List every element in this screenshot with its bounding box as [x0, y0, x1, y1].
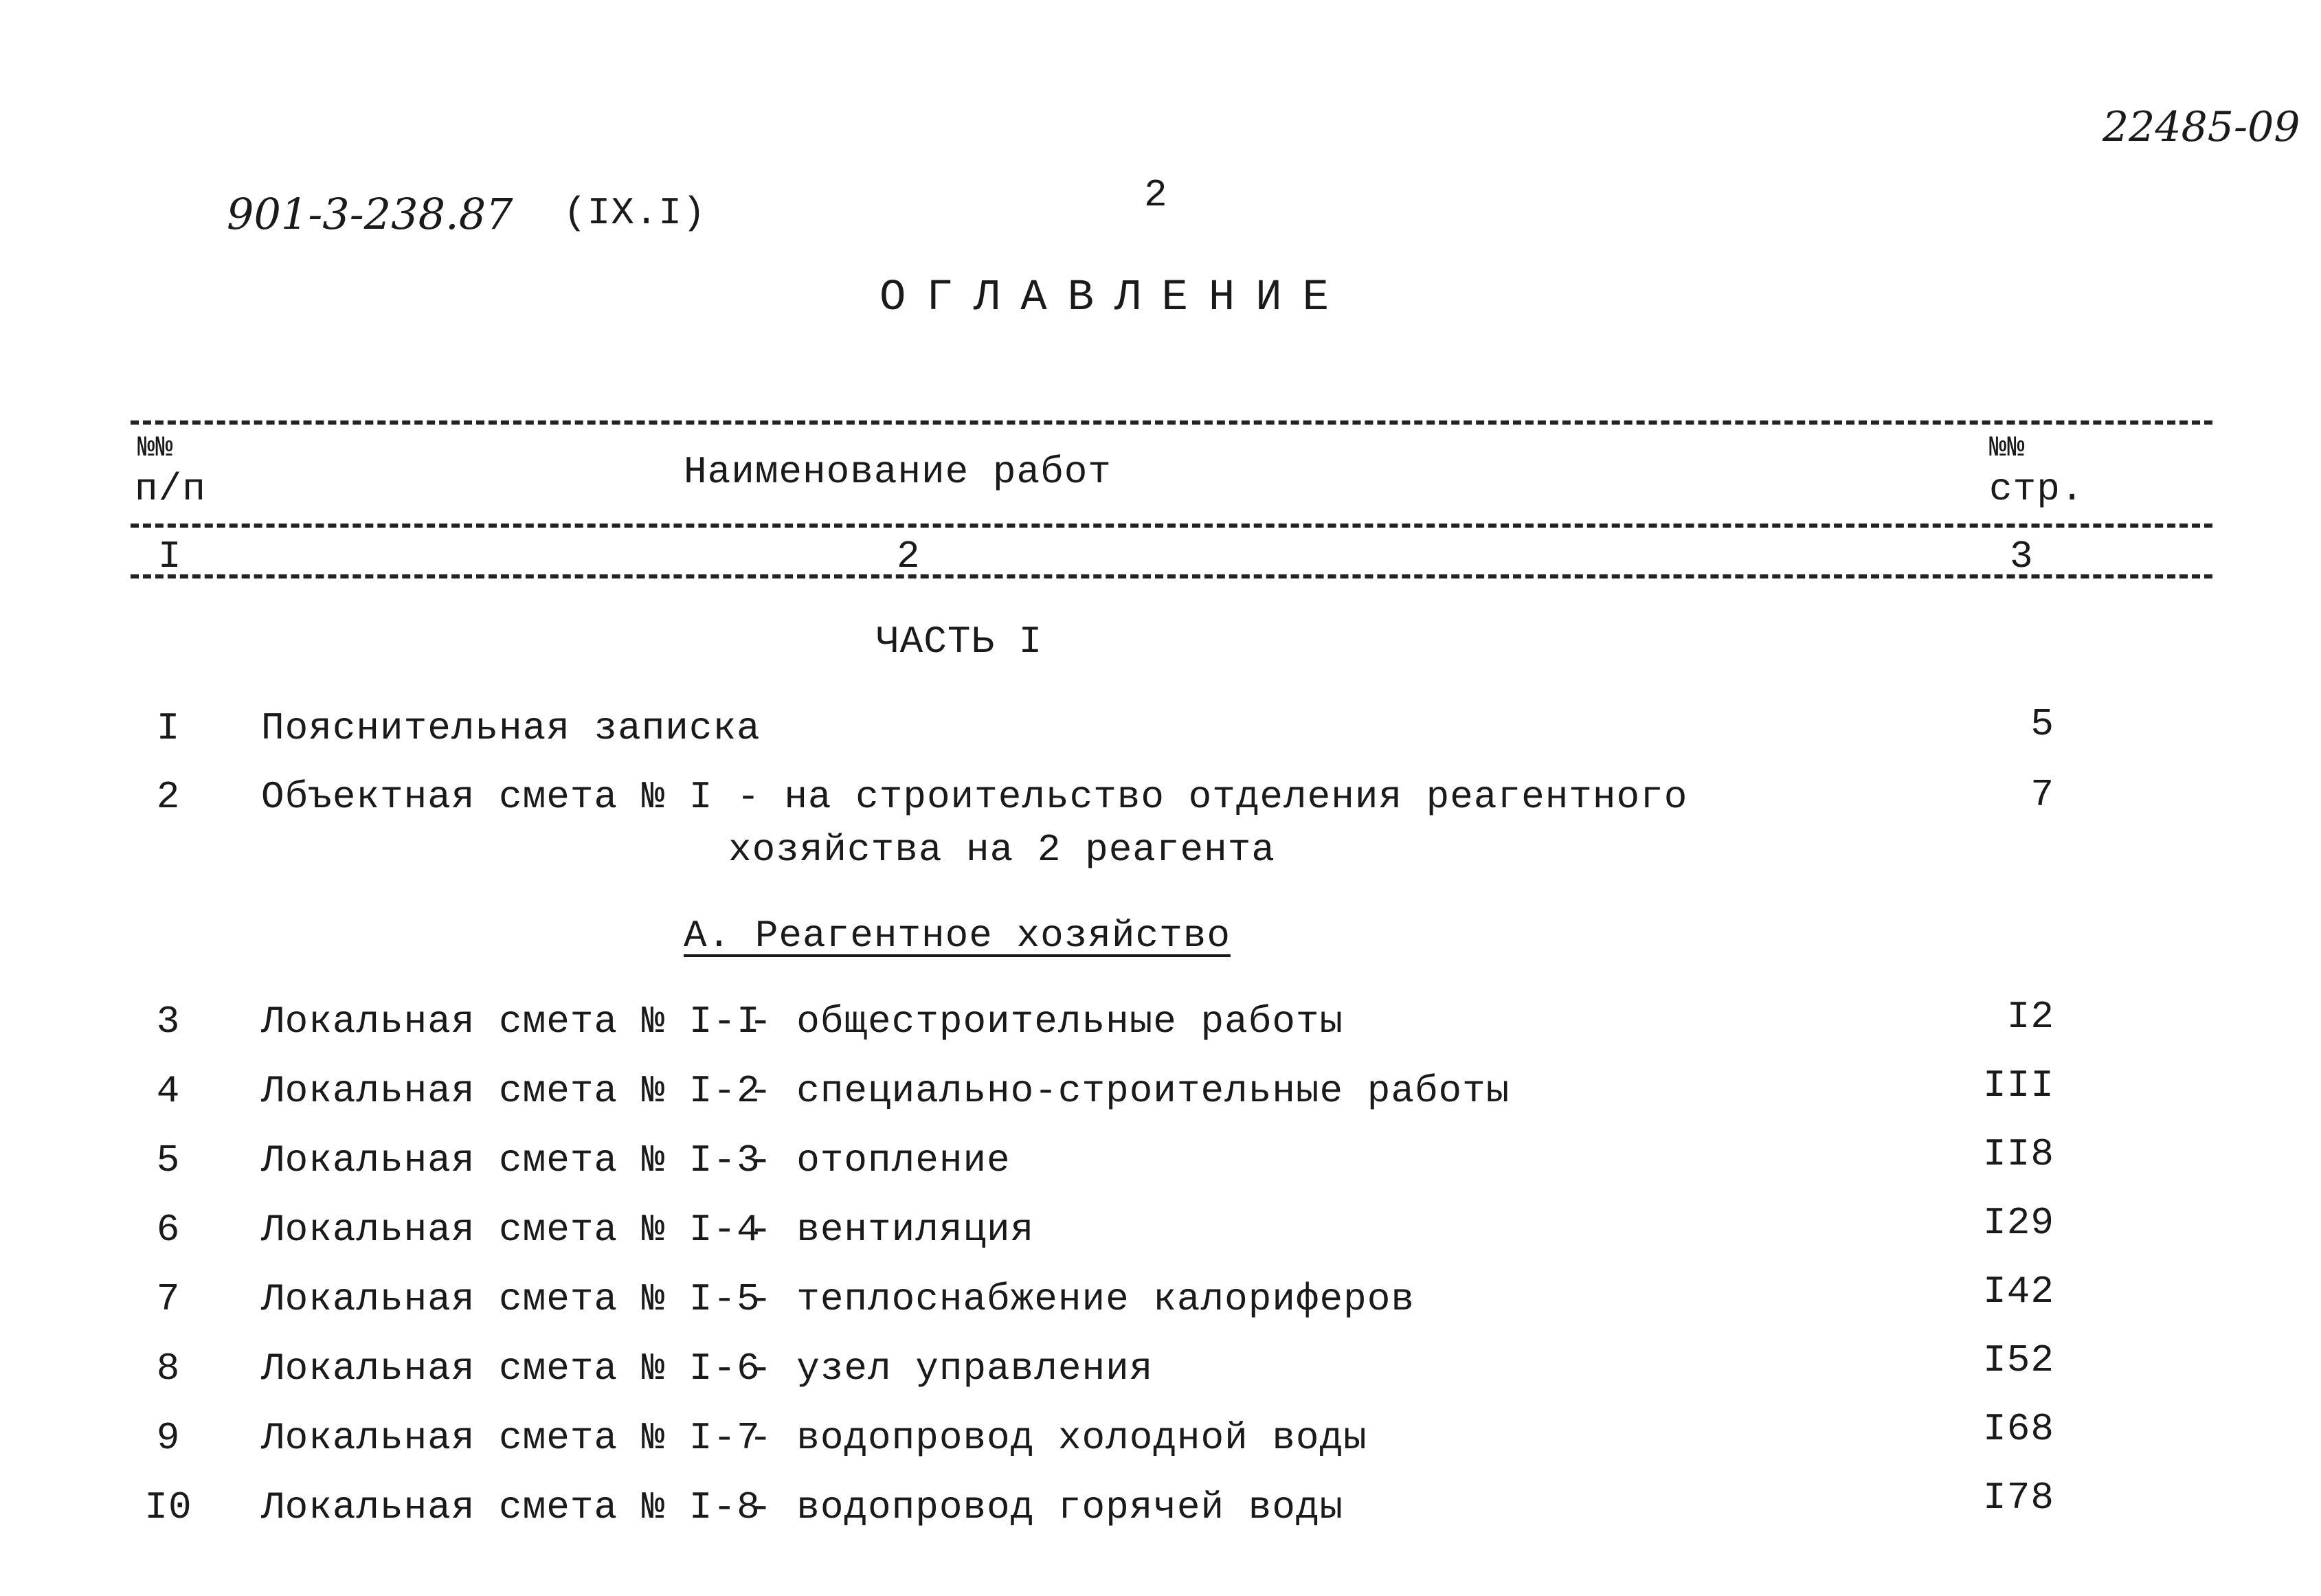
row-number: 8	[156, 1347, 181, 1391]
row-number: 9	[156, 1416, 181, 1460]
row-title: Локальная смета № I-3	[261, 1138, 761, 1182]
row-number: 3	[156, 1000, 181, 1044]
archive-number: 22485-09	[2103, 103, 2300, 151]
row-description: - специально-строительные работы	[749, 1069, 1510, 1113]
row-number: 4	[156, 1069, 181, 1113]
row-title: Локальная смета № I-2	[261, 1069, 761, 1113]
row-description: - водопровод холодной воды	[749, 1416, 1367, 1460]
row-page: 7	[2030, 773, 2054, 817]
row-title: Локальная смета № I-7	[261, 1416, 761, 1460]
row-title: Локальная смета № I-5	[261, 1277, 761, 1321]
row-number: 6	[156, 1208, 181, 1252]
col-number-label: №№	[137, 431, 174, 464]
row-title-continuation: хозяйства на 2 реагента	[728, 828, 1275, 872]
row-title: Локальная смета № I-6	[261, 1347, 761, 1391]
document-code: 901-3-238.87	[227, 189, 513, 239]
row-number: 7	[156, 1277, 181, 1321]
album-number: (IX.I)	[563, 191, 706, 235]
col-page-sublabel: стр.	[1989, 467, 2085, 511]
row-number: I	[156, 706, 181, 750]
row-description: - вентиляция	[749, 1208, 1035, 1252]
row-page: I68	[1983, 1407, 2054, 1451]
section-title: А. Реагентное хозяйство	[684, 914, 1231, 958]
row-page: II8	[1983, 1132, 2054, 1176]
col-index-1: I	[158, 535, 182, 578]
table-bottom-rule	[131, 574, 2212, 578]
row-number: 2	[156, 775, 181, 819]
row-description: - общестроительные работы	[749, 1000, 1344, 1044]
row-page: 5	[2030, 702, 2054, 746]
row-page: I2	[2006, 995, 2054, 1039]
row-title: Локальная смета № I-4	[261, 1208, 761, 1252]
row-page: I78	[1983, 1476, 2054, 1520]
row-description: - водопровод горячей воды	[749, 1485, 1344, 1529]
page-number: 2	[1144, 173, 1168, 217]
row-description: - отопление	[749, 1138, 1011, 1182]
row-page: I29	[1983, 1201, 2054, 1245]
table-mid-rule	[131, 524, 2212, 528]
row-number: 5	[156, 1138, 181, 1182]
row-title: Пояснительная записка	[261, 706, 761, 750]
row-description: - узел управления	[749, 1347, 1154, 1391]
row-number: I0	[144, 1485, 192, 1529]
table-top-rule	[131, 420, 2212, 425]
row-page: I52	[1983, 1338, 2054, 1382]
row-title: Локальная смета № I-I	[261, 1000, 761, 1044]
col-index-2: 2	[897, 535, 921, 578]
row-title: Локальная смета № I-8	[261, 1485, 761, 1529]
col-page-label: №№	[1989, 431, 2026, 464]
part-title: ЧАСТЬ I	[876, 620, 1043, 664]
col-name-label: Наименование работ	[684, 450, 1112, 494]
row-page: I42	[1983, 1270, 2054, 1314]
col-index-3: 3	[2010, 535, 2034, 578]
row-page: III	[1983, 1064, 2054, 1108]
row-title: Объектная смета № I - на строительство отделения реагентного	[261, 775, 1688, 819]
page-title: ОГЛАВЛЕНИЕ	[879, 273, 1350, 323]
row-description: - теплоснабжение калориферов	[749, 1277, 1415, 1321]
col-number-sublabel: п/п	[135, 467, 206, 511]
